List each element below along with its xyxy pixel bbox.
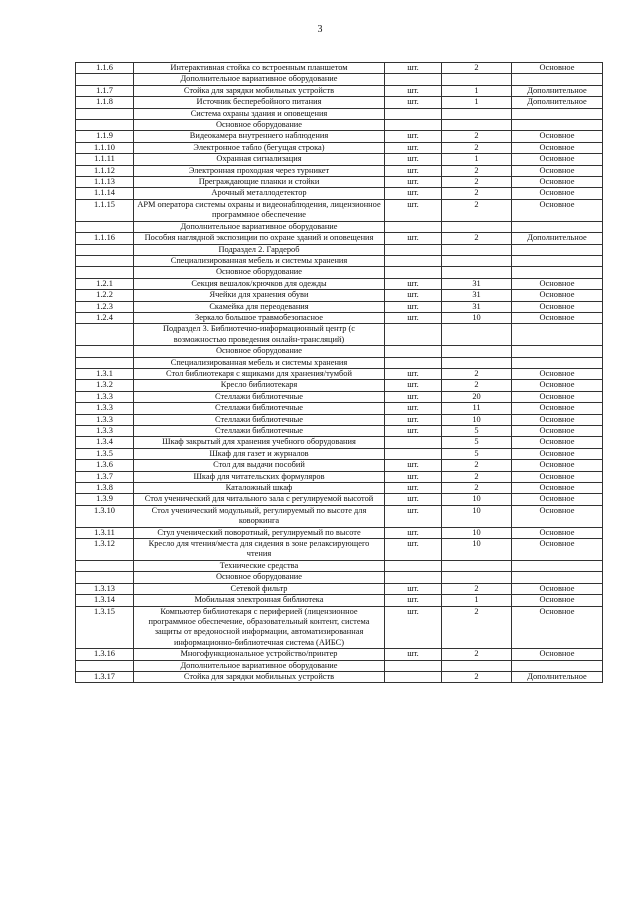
item-number: 1.1.13 <box>76 177 134 188</box>
item-quantity: 1 <box>442 85 512 96</box>
item-type: Основное <box>512 290 603 301</box>
empty-cell <box>512 221 603 232</box>
empty-cell <box>385 221 442 232</box>
table-row <box>76 391 603 402</box>
table-row <box>76 154 603 165</box>
item-name: Шкаф закрытый для хранения учебного оборудования <box>134 437 385 448</box>
table-row <box>76 671 603 682</box>
item-name: Охранная сигнализация <box>134 154 385 165</box>
table-row <box>76 97 603 108</box>
item-quantity: 31 <box>442 301 512 312</box>
item-name: АРМ оператора системы охраны и видеонаблюдения, лицензионное программное обеспечение <box>134 199 385 221</box>
page-number: 3 <box>317 24 323 35</box>
item-unit: шт. <box>385 649 442 660</box>
section-heading: Основное оборудование <box>134 346 385 357</box>
item-type: Основное <box>512 448 603 459</box>
item-number: 1.2.3 <box>76 301 134 312</box>
table-row <box>76 380 603 391</box>
item-number: 1.3.16 <box>76 649 134 660</box>
item-quantity: 2 <box>442 649 512 660</box>
table-row <box>76 448 603 459</box>
section-heading-row <box>76 560 603 571</box>
item-number: 1.1.16 <box>76 233 134 244</box>
item-type: Основное <box>512 312 603 323</box>
item-quantity: 5 <box>442 448 512 459</box>
empty-cell <box>512 324 603 346</box>
item-number: 1.1.15 <box>76 199 134 221</box>
item-name: Электронная проходная через турникет <box>134 165 385 176</box>
empty-cell <box>512 572 603 583</box>
table-row <box>76 165 603 176</box>
section-heading-row <box>76 357 603 368</box>
empty-cell <box>442 572 512 583</box>
empty-cell <box>442 244 512 255</box>
item-unit: шт. <box>385 97 442 108</box>
item-unit: шт. <box>385 199 442 221</box>
table-row <box>76 583 603 594</box>
item-unit: шт. <box>385 494 442 505</box>
item-quantity: 2 <box>442 460 512 471</box>
item-unit: шт. <box>385 290 442 301</box>
item-number: 1.3.8 <box>76 483 134 494</box>
section-heading: Специализированная мебель и системы хранения <box>134 357 385 368</box>
item-number: 1.1.6 <box>76 63 134 74</box>
table-row <box>76 494 603 505</box>
item-quantity: 2 <box>442 199 512 221</box>
table-row <box>76 414 603 425</box>
item-number: 1.3.15 <box>76 606 134 649</box>
item-type: Основное <box>512 539 603 561</box>
table-row <box>76 368 603 379</box>
item-name: Ячейки для хранения обуви <box>134 290 385 301</box>
table-row <box>76 539 603 561</box>
section-heading-row <box>76 346 603 357</box>
item-name: Стол ученический модульный, регулируемый по высоте для коворкинга <box>134 505 385 527</box>
item-quantity: 2 <box>442 471 512 482</box>
empty-cell <box>385 357 442 368</box>
table-row <box>76 177 603 188</box>
item-number: 1.3.13 <box>76 583 134 594</box>
section-heading: Основное оборудование <box>134 572 385 583</box>
empty-cell <box>512 120 603 131</box>
item-type: Основное <box>512 460 603 471</box>
table-row <box>76 278 603 289</box>
table-row <box>76 483 603 494</box>
item-name: Кресло для чтения/места для сидения в зоне релаксирующего чтения <box>134 539 385 561</box>
table-row <box>76 403 603 414</box>
table-row <box>76 527 603 538</box>
item-name: Стеллажи библиотечные <box>134 426 385 437</box>
empty-cell <box>385 244 442 255</box>
table-row <box>76 312 603 323</box>
section-heading-row <box>76 221 603 232</box>
section-heading: Основное оборудование <box>134 120 385 131</box>
item-type: Основное <box>512 437 603 448</box>
item-unit: шт. <box>385 165 442 176</box>
item-number: 1.1.14 <box>76 188 134 199</box>
item-name: Многофункциональное устройство/принтер <box>134 649 385 660</box>
empty-cell <box>442 120 512 131</box>
empty-cell <box>512 660 603 671</box>
table-row <box>76 290 603 301</box>
table-row <box>76 505 603 527</box>
item-unit <box>385 437 442 448</box>
empty-cell <box>76 108 134 119</box>
item-number: 1.1.12 <box>76 165 134 176</box>
empty-cell <box>512 255 603 266</box>
item-quantity: 10 <box>442 312 512 323</box>
item-unit: шт. <box>385 131 442 142</box>
item-name: Кресло библиотекаря <box>134 380 385 391</box>
empty-cell <box>385 660 442 671</box>
item-type: Основное <box>512 595 603 606</box>
item-quantity: 2 <box>442 131 512 142</box>
item-type: Основное <box>512 494 603 505</box>
item-quantity: 2 <box>442 671 512 682</box>
item-name: Источник бесперебойного питания <box>134 97 385 108</box>
section-heading-row <box>76 267 603 278</box>
item-name: Секция вешалок/крючков для одежды <box>134 278 385 289</box>
item-name: Видеокамера внутреннего наблюдения <box>134 131 385 142</box>
item-quantity: 2 <box>442 188 512 199</box>
item-type: Основное <box>512 142 603 153</box>
empty-cell <box>442 221 512 232</box>
section-heading-row <box>76 74 603 85</box>
item-type: Дополнительное <box>512 671 603 682</box>
section-heading: Основное оборудование <box>134 267 385 278</box>
item-quantity: 2 <box>442 177 512 188</box>
empty-cell <box>442 660 512 671</box>
section-heading: Технические средства <box>134 560 385 571</box>
table-row <box>76 85 603 96</box>
item-name: Арочный металлодетектор <box>134 188 385 199</box>
item-quantity: 2 <box>442 368 512 379</box>
item-number: 1.3.9 <box>76 494 134 505</box>
item-number: 1.1.7 <box>76 85 134 96</box>
item-name: Стеллажи библиотечные <box>134 391 385 402</box>
item-number: 1.3.7 <box>76 471 134 482</box>
item-quantity: 2 <box>442 165 512 176</box>
item-name: Шкаф для газет и журналов <box>134 448 385 459</box>
item-type: Основное <box>512 278 603 289</box>
item-unit: шт. <box>385 85 442 96</box>
item-type: Дополнительное <box>512 97 603 108</box>
item-name: Пособия наглядной экспозиции по охране зданий и оповещения <box>134 233 385 244</box>
empty-cell <box>76 346 134 357</box>
empty-cell <box>385 346 442 357</box>
item-quantity: 5 <box>442 437 512 448</box>
empty-cell <box>442 74 512 85</box>
empty-cell <box>76 357 134 368</box>
item-number: 1.2.1 <box>76 278 134 289</box>
table-row <box>76 460 603 471</box>
item-number: 1.3.3 <box>76 391 134 402</box>
table-row <box>76 142 603 153</box>
table-row <box>76 606 603 649</box>
item-type: Основное <box>512 131 603 142</box>
empty-cell <box>76 267 134 278</box>
item-number: 1.2.4 <box>76 312 134 323</box>
item-name: Каталожный шкаф <box>134 483 385 494</box>
item-unit: шт. <box>385 177 442 188</box>
item-type: Основное <box>512 63 603 74</box>
item-unit: шт. <box>385 414 442 425</box>
item-unit: шт. <box>385 527 442 538</box>
item-unit: шт. <box>385 595 442 606</box>
empty-cell <box>512 346 603 357</box>
empty-cell <box>385 572 442 583</box>
item-unit: шт. <box>385 380 442 391</box>
empty-cell <box>512 267 603 278</box>
empty-cell <box>76 120 134 131</box>
empty-cell <box>442 346 512 357</box>
item-quantity: 2 <box>442 142 512 153</box>
item-number: 1.3.3 <box>76 403 134 414</box>
item-type: Основное <box>512 649 603 660</box>
item-type: Основное <box>512 165 603 176</box>
empty-cell <box>76 560 134 571</box>
item-number: 1.3.12 <box>76 539 134 561</box>
item-type: Основное <box>512 301 603 312</box>
table-row <box>76 437 603 448</box>
section-heading: Специализированная мебель и системы хранения <box>134 255 385 266</box>
item-unit: шт. <box>385 312 442 323</box>
item-quantity: 2 <box>442 606 512 649</box>
section-heading: Дополнительное вариативное оборудование <box>134 660 385 671</box>
item-name: Стол ученический для читального зала с регулируемой высотой <box>134 494 385 505</box>
item-name: Стол библиотекаря с ящиками для хранения/тумбой <box>134 368 385 379</box>
item-unit <box>385 448 442 459</box>
empty-cell <box>76 572 134 583</box>
section-heading-row <box>76 255 603 266</box>
item-unit: шт. <box>385 583 442 594</box>
item-type: Основное <box>512 177 603 188</box>
item-type: Основное <box>512 188 603 199</box>
empty-cell <box>442 108 512 119</box>
empty-cell <box>442 324 512 346</box>
item-unit: шт. <box>385 368 442 379</box>
table-row <box>76 131 603 142</box>
table-row <box>76 188 603 199</box>
item-unit: шт. <box>385 301 442 312</box>
item-number: 1.3.3 <box>76 426 134 437</box>
item-number: 1.3.2 <box>76 380 134 391</box>
item-quantity: 10 <box>442 539 512 561</box>
empty-cell <box>76 74 134 85</box>
item-unit: шт. <box>385 426 442 437</box>
item-number: 1.3.17 <box>76 671 134 682</box>
section-heading: Подраздел 2. Гардероб <box>134 244 385 255</box>
item-quantity: 2 <box>442 583 512 594</box>
item-quantity: 31 <box>442 278 512 289</box>
empty-cell <box>442 267 512 278</box>
section-heading-row <box>76 120 603 131</box>
item-name: Стойка для зарядки мобильных устройств <box>134 85 385 96</box>
item-type: Основное <box>512 527 603 538</box>
item-name: Мобильная электронная библиотека <box>134 595 385 606</box>
item-type: Основное <box>512 368 603 379</box>
empty-cell <box>512 560 603 571</box>
section-heading: Подраздел 3. Библиотечно-информационный центр (с возможностью проведения онлайн-трансляций) <box>134 324 385 346</box>
table-row <box>76 595 603 606</box>
item-number: 1.1.10 <box>76 142 134 153</box>
item-unit: шт. <box>385 142 442 153</box>
item-number: 1.3.6 <box>76 460 134 471</box>
item-number: 1.1.11 <box>76 154 134 165</box>
section-heading: Дополнительное вариативное оборудование <box>134 74 385 85</box>
empty-cell <box>512 74 603 85</box>
item-quantity: 2 <box>442 63 512 74</box>
item-number: 1.1.9 <box>76 131 134 142</box>
item-type: Основное <box>512 391 603 402</box>
item-quantity: 2 <box>442 380 512 391</box>
item-number: 1.1.8 <box>76 97 134 108</box>
empty-cell <box>76 244 134 255</box>
empty-cell <box>385 255 442 266</box>
item-quantity: 10 <box>442 527 512 538</box>
item-unit: шт. <box>385 460 442 471</box>
item-unit: шт. <box>385 188 442 199</box>
item-number: 1.3.1 <box>76 368 134 379</box>
item-unit <box>385 671 442 682</box>
section-heading-row <box>76 244 603 255</box>
item-quantity: 10 <box>442 505 512 527</box>
item-type: Основное <box>512 483 603 494</box>
empty-cell <box>512 244 603 255</box>
item-quantity: 10 <box>442 414 512 425</box>
item-quantity: 1 <box>442 97 512 108</box>
item-number: 1.3.3 <box>76 414 134 425</box>
item-quantity: 10 <box>442 494 512 505</box>
item-quantity: 1 <box>442 595 512 606</box>
item-type: Основное <box>512 583 603 594</box>
empty-cell <box>512 108 603 119</box>
item-type: Основное <box>512 471 603 482</box>
item-type: Основное <box>512 606 603 649</box>
empty-cell <box>385 267 442 278</box>
item-type: Основное <box>512 414 603 425</box>
item-quantity: 2 <box>442 483 512 494</box>
item-quantity: 11 <box>442 403 512 414</box>
item-name: Зеркало большое травмобезопасное <box>134 312 385 323</box>
item-unit: шт. <box>385 471 442 482</box>
item-quantity: 5 <box>442 426 512 437</box>
item-unit: шт. <box>385 278 442 289</box>
item-type: Основное <box>512 199 603 221</box>
item-type: Основное <box>512 403 603 414</box>
equipment-table <box>75 62 603 683</box>
item-unit: шт. <box>385 403 442 414</box>
section-heading-row <box>76 108 603 119</box>
item-unit: шт. <box>385 154 442 165</box>
table-row <box>76 63 603 74</box>
table-row <box>76 233 603 244</box>
item-name: Сетевой фильтр <box>134 583 385 594</box>
empty-cell <box>76 221 134 232</box>
table-row <box>76 199 603 221</box>
empty-cell <box>385 560 442 571</box>
item-quantity: 20 <box>442 391 512 402</box>
item-name: Стеллажи библиотечные <box>134 414 385 425</box>
item-type: Основное <box>512 154 603 165</box>
empty-cell <box>385 108 442 119</box>
item-name: Компьютер библиотекаря с периферией (лицензионное программное обеспечение, образовательный контент, система защиты от вредоносной информации, автоматизированная информационно-библиотечная система (АИБС) <box>134 606 385 649</box>
item-name: Интерактивная стойка со встроенным планшетом <box>134 63 385 74</box>
item-type: Основное <box>512 505 603 527</box>
section-heading: Дополнительное вариативное оборудование <box>134 221 385 232</box>
empty-cell <box>442 357 512 368</box>
item-name: Шкаф для читательских формуляров <box>134 471 385 482</box>
item-unit: шт. <box>385 63 442 74</box>
item-type: Дополнительное <box>512 85 603 96</box>
item-unit: шт. <box>385 233 442 244</box>
empty-cell <box>385 324 442 346</box>
item-name: Стул ученический поворотный, регулируемый по высоте <box>134 527 385 538</box>
item-name: Стойка для зарядки мобильных устройств <box>134 671 385 682</box>
item-name: Электронное табло (бегущая строка) <box>134 142 385 153</box>
item-name: Стеллажи библиотечные <box>134 403 385 414</box>
empty-cell <box>76 660 134 671</box>
item-name: Стол для выдачи пособий <box>134 460 385 471</box>
empty-cell <box>76 255 134 266</box>
item-name: Скамейка для переодевания <box>134 301 385 312</box>
item-number: 1.3.10 <box>76 505 134 527</box>
table-row <box>76 426 603 437</box>
item-quantity: 1 <box>442 154 512 165</box>
item-number: 1.3.4 <box>76 437 134 448</box>
empty-cell <box>442 560 512 571</box>
item-type: Дополнительное <box>512 233 603 244</box>
empty-cell <box>442 255 512 266</box>
section-heading-row <box>76 324 603 346</box>
item-number: 1.3.14 <box>76 595 134 606</box>
empty-cell <box>512 357 603 368</box>
section-heading-row <box>76 572 603 583</box>
empty-cell <box>385 74 442 85</box>
item-quantity: 2 <box>442 233 512 244</box>
equipment-table-body <box>76 63 603 683</box>
section-heading-row <box>76 660 603 671</box>
item-type: Основное <box>512 380 603 391</box>
item-number: 1.3.11 <box>76 527 134 538</box>
table-row <box>76 649 603 660</box>
item-number: 1.2.2 <box>76 290 134 301</box>
table-row <box>76 471 603 482</box>
table-row <box>76 301 603 312</box>
item-unit: шт. <box>385 483 442 494</box>
empty-cell <box>76 324 134 346</box>
item-quantity: 31 <box>442 290 512 301</box>
item-unit: шт. <box>385 391 442 402</box>
item-unit: шт. <box>385 505 442 527</box>
item-type: Основное <box>512 426 603 437</box>
section-heading: Система охраны здания и оповещения <box>134 108 385 119</box>
item-number: 1.3.5 <box>76 448 134 459</box>
item-name: Преграждающие планки и стойки <box>134 177 385 188</box>
item-unit: шт. <box>385 539 442 561</box>
empty-cell <box>385 120 442 131</box>
item-unit: шт. <box>385 606 442 649</box>
